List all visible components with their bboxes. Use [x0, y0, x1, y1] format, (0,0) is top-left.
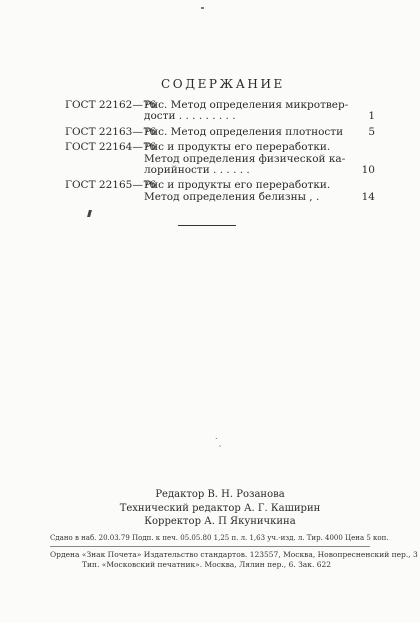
toc-entry-2	[65, 127, 375, 138]
toc-entry-1	[65, 100, 375, 123]
toc-description	[144, 180, 351, 203]
toc-code: ГОСТ 22162—76	[65, 99, 157, 111]
page-title: СОДЕРЖАНИЕ	[161, 77, 285, 91]
speck-mark	[201, 7, 204, 9]
credits-block	[0, 488, 420, 529]
editor-credit: Редактор В. Н. Розанова	[155, 489, 285, 500]
toc-description	[144, 100, 351, 123]
footer-rule	[50, 546, 370, 547]
toc-code: ГОСТ 22165—76	[65, 179, 157, 192]
table-of-contents	[65, 100, 375, 207]
speck-mark: ˙ˏ	[214, 438, 222, 448]
toc-page-number: 14	[361, 190, 375, 203]
tech-editor-credit: Технический редактор А. Г. Каширин	[119, 502, 321, 514]
toc-entry-4	[65, 180, 375, 203]
toc-code: ГОСТ 22163—76	[65, 125, 157, 138]
toc-line: Метод определения физической ка-	[144, 152, 346, 165]
toc-line: Рис и продукты его переработки.	[144, 179, 331, 192]
toc-code: ГОСТ 22164—76	[65, 141, 157, 154]
corrector-credit: Корректор А. П Якуничкина	[144, 516, 296, 527]
printer-line: Тип. «Московский печатник». Москва, Лялин пер., 6. Зак. 622	[82, 559, 332, 569]
publisher-imprint	[50, 550, 418, 569]
toc-description	[144, 142, 351, 176]
toc-page-number: 1	[368, 110, 375, 123]
divider-rule	[178, 225, 236, 226]
toc-line: Метод определения белизны , .	[144, 190, 320, 203]
toc-line: Рис и продукты его переработки.	[144, 141, 331, 154]
toc-page-number: 5	[368, 125, 375, 138]
publisher-line: Ордена «Знак Почета» Издательство стандартов. 123557, Москва, Новопресненский пер., 3	[50, 550, 418, 559]
ink-mark	[87, 210, 92, 217]
publication-details: Сдано в наб. 20.03.79 Подп. к печ. 05.05.80 1,25 п. л. 1,63 уч.-изд. л. Тир. 4000 Цена 5 коп.	[50, 534, 389, 542]
toc-line: дости . . . . . . . . .	[144, 110, 236, 123]
toc-entry-3	[65, 142, 375, 176]
toc-page-number: 10	[361, 164, 375, 177]
toc-line: Рис. Метод определения плотности	[144, 125, 344, 138]
toc-description	[144, 127, 351, 138]
toc-line: лорийности . . . . . .	[144, 164, 250, 177]
toc-line: Рис. Метод определения микротвер-	[144, 99, 349, 111]
